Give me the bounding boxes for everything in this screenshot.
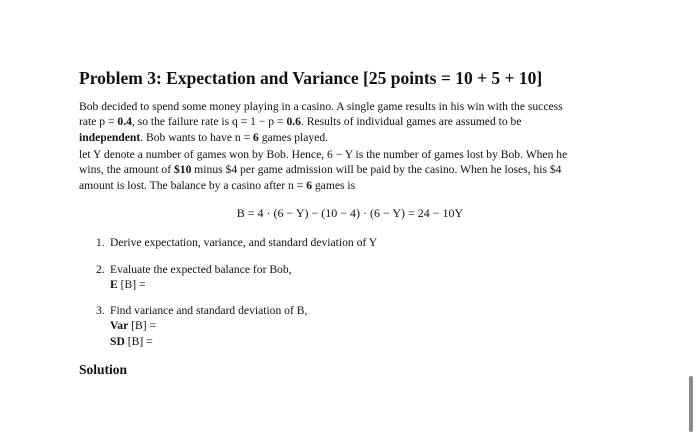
setup-line-2 — [79, 162, 653, 177]
success-rate-value: 0.4 — [117, 115, 132, 129]
vertical-scrollbar[interactable] — [689, 376, 693, 432]
variance-operator: Var — [110, 319, 129, 333]
expected-balance-blank — [96, 277, 292, 292]
item-text: Evaluate the expected balance for Bob, — [110, 263, 292, 276]
failure-rate-value: 0.6 — [286, 115, 301, 129]
intro-line-2-text-c: , so the failure rate is q = 1 − p = — [131, 115, 287, 129]
problem-title: Problem 3: Expectation and Variance [25 points = 10 + 5 + 10] — [79, 68, 543, 88]
variance-blank — [96, 318, 307, 333]
games-count-value-2: 6 — [306, 178, 312, 192]
expectation-operator: E — [110, 278, 118, 292]
independent-keyword: independent — [79, 130, 141, 144]
setup-line-3-text-c: games is — [311, 178, 356, 192]
std-dev-operator: SD — [110, 334, 125, 348]
item-text: Find variance and standard deviation of B, — [110, 304, 308, 317]
solution-heading: Solution — [79, 362, 128, 377]
win-amount-value: $10 — [174, 163, 192, 177]
std-dev-arg: [B] = — [124, 334, 153, 348]
intro-line-3-text-b: . Bob wants to have n = — [140, 130, 254, 144]
item-number: 3. — [96, 304, 105, 317]
setup-line-2-text-c: minus $4 per game admission will be paid by the casino. When he loses, his $4 — [191, 163, 562, 177]
setup-line-2-text-a: wins, the amount of — [79, 163, 174, 177]
std-dev-blank — [96, 334, 307, 349]
question-item-3 — [96, 303, 307, 349]
balance-formula: B = 4 · (6 − Y) − (10 − 4) · (6 − Y) = 24 − 10Y — [236, 206, 464, 220]
item-text: Derive expectation, variance, and standard deviation of Y — [110, 236, 378, 249]
expectation-arg: [B] = — [117, 278, 146, 292]
intro-line-2-text-a: rate p = — [79, 115, 118, 129]
setup-line-1: let Y denote a number of games won by Bob. Hence, 6 − Y is the number of games lost by Bob. When he — [79, 148, 568, 161]
variance-arg: [B] = — [128, 319, 157, 333]
intro-line-1: Bob decided to spend some money playing in a casino. A single game results in his win with the success — [79, 100, 563, 113]
question-item-2 — [96, 262, 292, 293]
intro-line-2 — [79, 114, 653, 129]
setup-paragraph — [79, 147, 653, 193]
setup-line-3 — [79, 178, 653, 193]
item-number: 1. — [96, 236, 105, 249]
setup-line-3-text-a: amount is lost. The balance by a casino after n = — [79, 178, 307, 192]
games-count-value: 6 — [253, 130, 259, 144]
intro-paragraph — [79, 99, 653, 145]
question-item-1 — [96, 235, 377, 250]
intro-line-2-text-e: . Results of individual games are assumed to be — [300, 115, 522, 129]
intro-line-3 — [79, 130, 653, 145]
item-number: 2. — [96, 263, 105, 276]
intro-line-3-text-d: games played. — [258, 130, 329, 144]
